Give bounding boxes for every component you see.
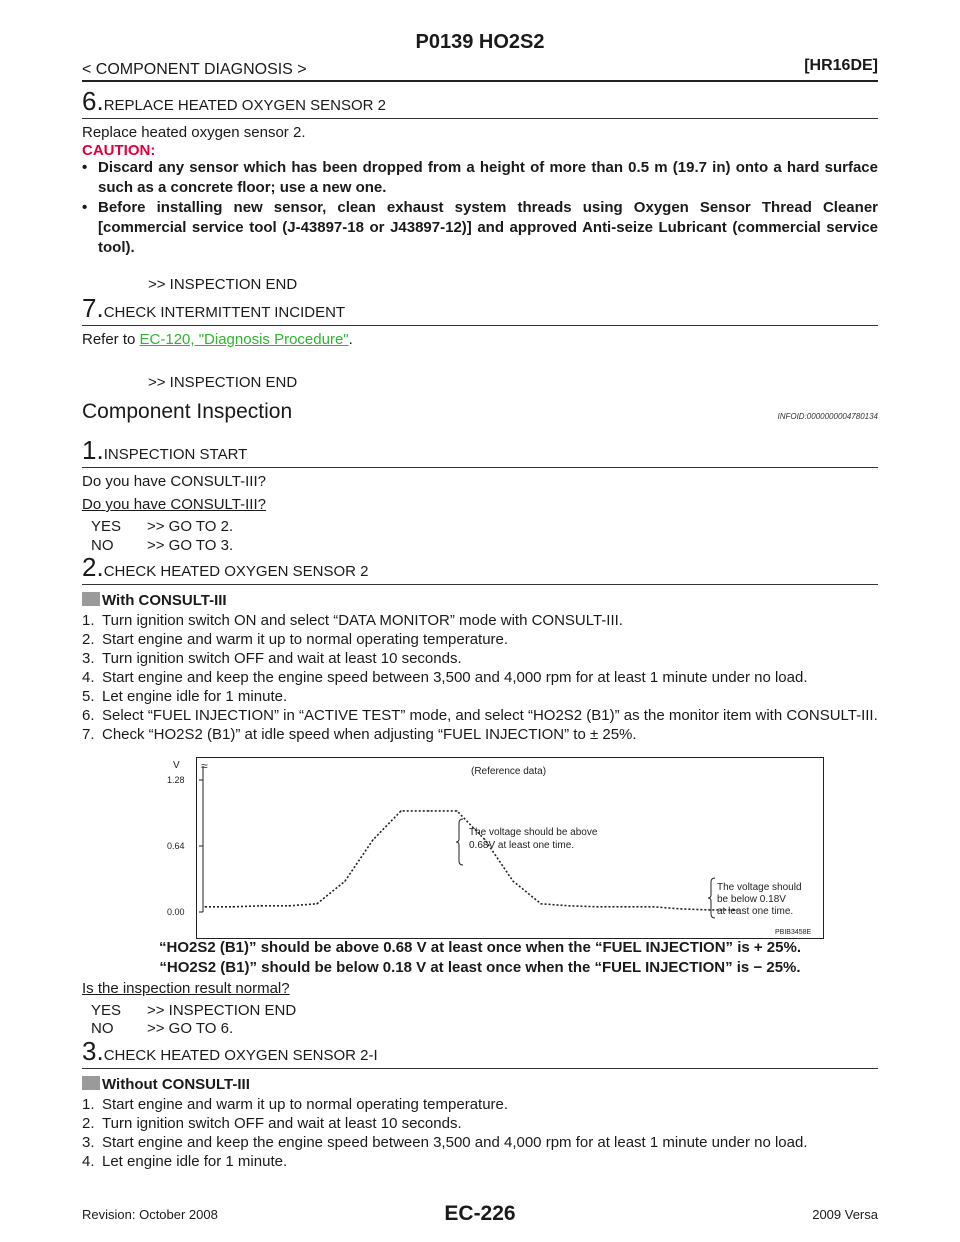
c-step-2-question: Is the inspection result normal? bbox=[82, 980, 290, 997]
series-point bbox=[680, 908, 681, 909]
yes-value: >> GO TO 2. bbox=[147, 518, 234, 535]
no-value: >> GO TO 3. bbox=[147, 537, 234, 554]
c-step-1-rule bbox=[82, 467, 878, 468]
c-step-2-yes bbox=[91, 1002, 296, 1019]
list-item: 4. Let engine idle for 1 minute. bbox=[82, 1153, 288, 1170]
series-point bbox=[288, 905, 289, 906]
c-step-1-question: Do you have CONSULT-III? bbox=[82, 473, 266, 490]
breadcrumb: < COMPONENT DIAGNOSIS > bbox=[82, 61, 307, 78]
c-step-3-number: 3. bbox=[82, 1036, 104, 1066]
step-6-body: Replace heated oxygen sensor 2. bbox=[82, 124, 306, 141]
list-item: 1. Turn ignition switch ON and select “DATA MONITOR” mode with CONSULT-III. bbox=[82, 612, 623, 629]
list-item: 3. Start engine and keep the engine speed between 3,500 and 4,000 rpm for at least 1 minute under no load. bbox=[82, 1134, 808, 1151]
spec-line-1: “HO2S2 (B1)” should be above 0.68 V at least once when the “FUEL INJECTION” is + 25%. bbox=[159, 939, 801, 956]
reference-chart bbox=[167, 757, 824, 939]
step-7-rule bbox=[82, 325, 878, 326]
annotation-2-text: The voltage should be below 0.18V at least one time. bbox=[717, 882, 802, 917]
series-point bbox=[232, 906, 233, 907]
c-step-2-no bbox=[91, 1020, 233, 1037]
spec-line-2: “HO2S2 (B1)” should be below 0.18 V at least once when the “FUEL INJECTION” is − 25%. bbox=[159, 959, 801, 976]
c-step-3-rule bbox=[82, 1068, 878, 1069]
series-point bbox=[624, 906, 625, 907]
series-point bbox=[568, 905, 569, 906]
annotation-1-text: The voltage should be above 0.68V at least one time. bbox=[469, 826, 598, 851]
series-point bbox=[540, 903, 541, 904]
step-7-heading bbox=[82, 293, 345, 324]
caution-bullet-2 bbox=[82, 198, 878, 258]
diagnosis-procedure-link[interactable]: EC-120, "Diagnosis Procedure" bbox=[139, 331, 349, 348]
step-7-end: >> INSPECTION END bbox=[148, 374, 298, 391]
list-item: 6. Select “FUEL INJECTION” in “ACTIVE TEST” mode, and select “HO2S2 (B1)” as the monitor item with CONSULT-III. bbox=[82, 707, 878, 724]
c-step-1-number: 1. bbox=[82, 435, 104, 465]
step-6-rule bbox=[82, 118, 878, 119]
c-step-3-heading bbox=[82, 1036, 378, 1067]
list-item: 5. Let engine idle for 1 minute. bbox=[82, 688, 288, 705]
model-year: 2009 Versa bbox=[812, 1207, 878, 1222]
caution-bullet-2-text: Before installing new sensor, clean exhaust system threads using Oxygen Sensor Thread Cleaner [commercial service tool (J-43897-18 or J43897-12)] and approved Anti-seize Lubricant (commercial service tool). bbox=[98, 199, 878, 256]
c-step-3-title: CHECK HEATED OXYGEN SENSOR 2-I bbox=[103, 1047, 378, 1064]
revision-date: Revision: October 2008 bbox=[82, 1207, 218, 1222]
list-item: 4. Start engine and keep the engine speed between 3,500 and 4,000 rpm for at least 1 minute under no load. bbox=[82, 669, 808, 686]
caution-bullet-1-text: Discard any sensor which has been dropped from a height of more than 0.5 m (19.7 in) onto a hard surface such as a concrete floor; use a new one. bbox=[98, 159, 878, 196]
axis-break-icon: ≈ bbox=[201, 759, 208, 773]
no-value: >> GO TO 6. bbox=[147, 1020, 234, 1037]
list-item: 1. Start engine and warm it up to normal operating temperature. bbox=[82, 1096, 509, 1113]
series-point bbox=[652, 906, 653, 907]
yes-key: YES bbox=[91, 1002, 122, 1019]
annotation-2-brace bbox=[708, 878, 715, 918]
consult-icon bbox=[82, 592, 100, 606]
c-step-1-yes bbox=[91, 518, 233, 535]
step-7-number: 7. bbox=[82, 293, 104, 323]
series-point bbox=[512, 881, 513, 882]
header-rule bbox=[82, 80, 878, 82]
c-step-3-list bbox=[82, 1095, 878, 1171]
series-point bbox=[344, 881, 345, 882]
series-point bbox=[372, 839, 373, 840]
no-consult-icon bbox=[82, 1076, 100, 1090]
refer-suffix: . bbox=[348, 331, 353, 348]
yes-key: YES bbox=[91, 518, 122, 535]
series-point bbox=[316, 903, 317, 904]
y-tick-label: 0.00 bbox=[167, 907, 185, 917]
y-tick-label: 0.64 bbox=[167, 841, 185, 851]
list-item: 7. Check “HO2S2 (B1)” at idle speed when adjusting “FUEL INJECTION” to ± 25%. bbox=[82, 726, 637, 743]
series-point bbox=[400, 810, 401, 811]
step-6-title: REPLACE HEATED OXYGEN SENSOR 2 bbox=[103, 97, 386, 114]
list-item: 3. Turn ignition switch OFF and wait at least 10 seconds. bbox=[82, 650, 462, 667]
caution-label: CAUTION: bbox=[82, 142, 156, 159]
c-step-2-rule bbox=[82, 584, 878, 585]
list-item: 2. Start engine and warm it up to normal operating temperature. bbox=[82, 631, 509, 648]
y-tick-label: 1.28 bbox=[167, 775, 185, 785]
chart-svg bbox=[167, 758, 823, 938]
annotation-1-brace bbox=[456, 819, 463, 865]
c-step-2-number: 2. bbox=[82, 552, 104, 582]
series-point bbox=[428, 810, 429, 811]
refer-prefix: Refer to bbox=[82, 331, 140, 348]
bullet-icon: • bbox=[82, 199, 88, 216]
list-item: 2. Turn ignition switch OFF and wait at least 10 seconds. bbox=[82, 1115, 462, 1132]
caution-bullet-1 bbox=[82, 158, 878, 198]
series-point bbox=[596, 906, 597, 907]
step-7-refer bbox=[82, 331, 353, 349]
engine-code: [HR16DE] bbox=[804, 57, 878, 74]
c-step-2-heading bbox=[82, 552, 368, 583]
with-consult-text: With CONSULT-III bbox=[102, 592, 227, 609]
page-title: P0139 HO2S2 bbox=[415, 31, 545, 53]
y-axis-label: V bbox=[173, 760, 180, 771]
step-7-title: CHECK INTERMITTENT INCIDENT bbox=[103, 304, 346, 321]
yes-value: >> INSPECTION END bbox=[147, 1002, 297, 1019]
chart-title: (Reference data) bbox=[471, 766, 547, 777]
c-step-2-list bbox=[82, 611, 878, 744]
section-title: Component Inspection bbox=[82, 400, 293, 423]
c-step-1-heading bbox=[82, 435, 247, 466]
series-line bbox=[205, 811, 737, 910]
bullet-icon: • bbox=[82, 159, 88, 176]
page-number: EC-226 bbox=[444, 1202, 516, 1225]
c-step-1-question-underlined: Do you have CONSULT-III? bbox=[82, 496, 266, 513]
c-step-2-title: CHECK HEATED OXYGEN SENSOR 2 bbox=[103, 563, 369, 580]
series-point bbox=[708, 909, 709, 910]
series-point bbox=[204, 906, 205, 907]
with-consult-label bbox=[82, 592, 227, 610]
c-step-1-title: INSPECTION START bbox=[103, 446, 248, 463]
step-6-heading bbox=[82, 86, 386, 117]
without-consult-label bbox=[82, 1076, 250, 1094]
figure-id: PBIB3458E bbox=[775, 929, 812, 936]
no-key: NO bbox=[91, 1020, 114, 1037]
info-id: INFOID:0000000004780134 bbox=[777, 412, 878, 421]
without-consult-text: Without CONSULT-III bbox=[102, 1076, 250, 1093]
no-key: NO bbox=[91, 537, 114, 554]
series-point bbox=[260, 905, 261, 906]
series-point bbox=[456, 810, 457, 811]
step-6-number: 6. bbox=[82, 86, 104, 116]
step-6-end: >> INSPECTION END bbox=[148, 276, 298, 293]
